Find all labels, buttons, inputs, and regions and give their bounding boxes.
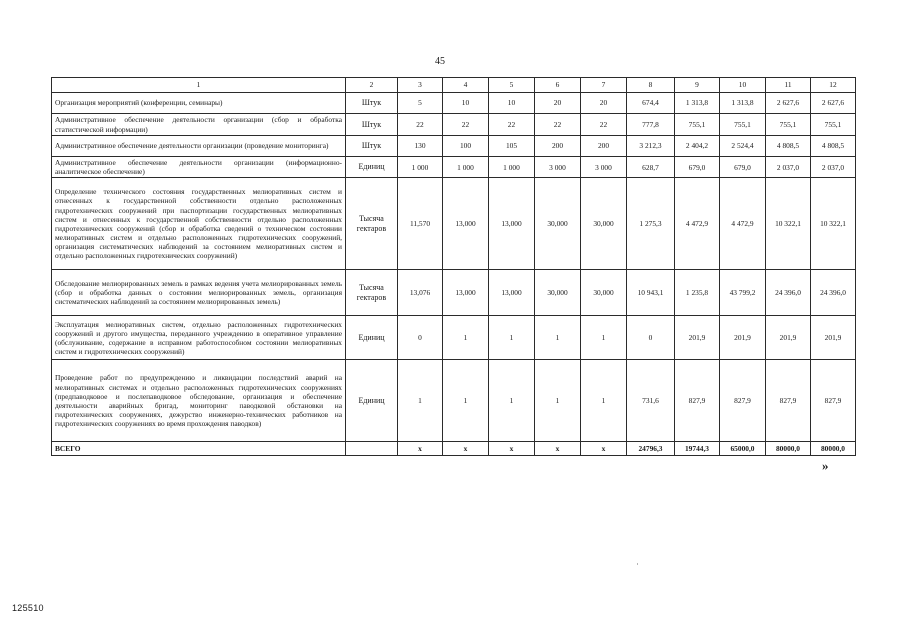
value-cell: 201,9 [720, 316, 766, 360]
value-cell: 3 212,3 [627, 136, 675, 157]
value-cell: 2 037,0 [766, 157, 811, 178]
value-cell: 1 [443, 316, 489, 360]
value-cell: 3 000 [535, 157, 581, 178]
value-cell: 679,0 [675, 157, 720, 178]
value-cell: 1 235,8 [675, 270, 720, 316]
value-cell: 10 322,1 [766, 178, 811, 270]
unit-cell: Единиц [346, 157, 398, 178]
total-value-cell: 80000,0 [766, 442, 811, 456]
value-cell: 22 [443, 114, 489, 136]
value-cell: 43 799,2 [720, 270, 766, 316]
work-name: Эксплуатация мелиоративных систем, отдельно расположенных гидротехнических сооружений и другого имущества, переданного учреждению в оперативное управление (обслуживание, содержание в исправном работоспособном состоянии мелиоративных систем и гидротехнических сооружений) [52, 316, 346, 360]
value-cell: 1 [489, 360, 535, 442]
value-cell: 827,9 [720, 360, 766, 442]
value-cell: 827,9 [766, 360, 811, 442]
value-cell: 105 [489, 136, 535, 157]
column-number: 12 [811, 78, 856, 93]
value-cell: 1 [535, 316, 581, 360]
work-name: Обследование мелиорированных земель в рамках ведения учета мелиорированных земель (сбор и обработка данных о состоянии мелиорированных земель, организация систематических наблюдений за состоянием мелиорированных земель) [52, 270, 346, 316]
total-unit-cell [346, 442, 398, 456]
value-cell: 30,000 [535, 178, 581, 270]
table-row [52, 136, 856, 157]
value-cell: 22 [535, 114, 581, 136]
value-cell: 4 808,5 [811, 136, 856, 157]
value-cell: 0 [627, 316, 675, 360]
value-cell: 13,000 [443, 178, 489, 270]
value-cell: 4 472,9 [675, 178, 720, 270]
column-number: 11 [766, 78, 811, 93]
value-cell: 2 404,2 [675, 136, 720, 157]
total-value-cell: х [398, 442, 443, 456]
value-cell: 3 000 [581, 157, 627, 178]
value-cell: 2 627,6 [811, 93, 856, 114]
total-value-cell: 19744,3 [675, 442, 720, 456]
value-cell: 200 [581, 136, 627, 157]
value-cell: 827,9 [811, 360, 856, 442]
work-name: Проведение работ по предупреждению и ликвидации последствий аварий на мелиоративных системах и отдельно расположенных гидротехнических сооружениях (предпаводковое и послепаводковое обследование, организация и обеспечение деятельности аварийных бригад, мониторинг паводковой обстановки на гидротехнических сооружениях, дежурство инженерно-технических работников на гидротехнических сооружениях во время прохождения паводков) [52, 360, 346, 442]
value-cell: 2 524,4 [720, 136, 766, 157]
column-number: 5 [489, 78, 535, 93]
value-cell: 201,9 [675, 316, 720, 360]
value-cell: 201,9 [811, 316, 856, 360]
total-value-cell: х [581, 442, 627, 456]
value-cell: 13,076 [398, 270, 443, 316]
value-cell: 1 000 [489, 157, 535, 178]
page-number: 45 [435, 56, 445, 67]
unit-cell: Единиц [346, 316, 398, 360]
value-cell: 1 [443, 360, 489, 442]
value-cell: 0 [398, 316, 443, 360]
total-value-cell: х [489, 442, 535, 456]
total-value-cell: 80000,0 [811, 442, 856, 456]
value-cell: 30,000 [535, 270, 581, 316]
value-cell: 201,9 [766, 316, 811, 360]
value-cell: 628,7 [627, 157, 675, 178]
scan-speck [637, 563, 638, 565]
column-number: 10 [720, 78, 766, 93]
budget-table [51, 77, 856, 456]
value-cell: 24 396,0 [811, 270, 856, 316]
total-label: ВСЕГО [52, 442, 346, 456]
value-cell: 4 808,5 [766, 136, 811, 157]
unit-cell: Штук [346, 114, 398, 136]
column-number-row [52, 78, 856, 93]
value-cell: 1 [581, 316, 627, 360]
value-cell: 22 [398, 114, 443, 136]
value-cell: 13,000 [489, 270, 535, 316]
value-cell: 827,9 [675, 360, 720, 442]
value-cell: 100 [443, 136, 489, 157]
work-name: Административное обеспечение деятельности организации (информационно-аналитическое обеспечение) [52, 157, 346, 178]
value-cell: 24 396,0 [766, 270, 811, 316]
work-name: Административное обеспечение деятельности организации (сбор и обработка статистической информации) [52, 114, 346, 136]
work-name: Административное обеспечение деятельности организации (проведение мониторинга) [52, 136, 346, 157]
value-cell: 2 627,6 [766, 93, 811, 114]
table-row [52, 157, 856, 178]
column-number: 4 [443, 78, 489, 93]
value-cell: 22 [489, 114, 535, 136]
value-cell: 1 [535, 360, 581, 442]
value-cell: 674,4 [627, 93, 675, 114]
column-number: 6 [535, 78, 581, 93]
column-number: 2 [346, 78, 398, 93]
value-cell: 20 [535, 93, 581, 114]
value-cell: 5 [398, 93, 443, 114]
unit-cell: Единиц [346, 360, 398, 442]
unit-cell: Тысяча гектаров [346, 270, 398, 316]
table-row [52, 360, 856, 442]
value-cell: 1 [398, 360, 443, 442]
unit-cell: Штук [346, 93, 398, 114]
value-cell: 1 275,3 [627, 178, 675, 270]
value-cell: 2 037,0 [811, 157, 856, 178]
column-number: 9 [675, 78, 720, 93]
value-cell: 130 [398, 136, 443, 157]
table-row [52, 178, 856, 270]
column-number: 3 [398, 78, 443, 93]
value-cell: 10 943,1 [627, 270, 675, 316]
total-value-cell: х [443, 442, 489, 456]
value-cell: 30,000 [581, 178, 627, 270]
column-number: 1 [52, 78, 346, 93]
column-number: 8 [627, 78, 675, 93]
value-cell: 10 [489, 93, 535, 114]
total-value-cell: 24796,3 [627, 442, 675, 456]
table-row [52, 270, 856, 316]
value-cell: 4 472,9 [720, 178, 766, 270]
value-cell: 13,000 [489, 178, 535, 270]
value-cell: 30,000 [581, 270, 627, 316]
value-cell: 679,0 [720, 157, 766, 178]
value-cell: 755,1 [675, 114, 720, 136]
total-value-cell: х [535, 442, 581, 456]
value-cell: 777,8 [627, 114, 675, 136]
value-cell: 200 [535, 136, 581, 157]
value-cell: 755,1 [766, 114, 811, 136]
value-cell: 1 [581, 360, 627, 442]
value-cell: 20 [581, 93, 627, 114]
value-cell: 22 [581, 114, 627, 136]
value-cell: 10 322,1 [811, 178, 856, 270]
value-cell: 10 [443, 93, 489, 114]
table-row [52, 316, 856, 360]
work-name: Определение технического состояния государственных мелиоративных систем и отнесенных к государственной собственности отдельно расположенных гидротехнических сооружений при паспортизации государственных мелиоративных систем и отнесенных к государственной собственности отдельно расположенных гидротехнических сооружений (сбор и обработка сведений о техническом состоянии мелиоративных систем и отдельно расположенных гидротехнических сооружений, организация систематических наблюдений за состоянием мелиоративных систем и отдельно расположенных гидротехнических сооружений) [52, 178, 346, 270]
value-cell: 11,570 [398, 178, 443, 270]
value-cell: 731,6 [627, 360, 675, 442]
value-cell: 755,1 [811, 114, 856, 136]
table-row [52, 114, 856, 136]
closing-quote-mark: » [822, 458, 829, 473]
table-row [52, 93, 856, 114]
value-cell: 1 000 [443, 157, 489, 178]
column-number: 7 [581, 78, 627, 93]
value-cell: 1 313,8 [720, 93, 766, 114]
value-cell: 1 000 [398, 157, 443, 178]
document-code: 125510 [12, 603, 44, 613]
value-cell: 1 [489, 316, 535, 360]
value-cell: 755,1 [720, 114, 766, 136]
unit-cell: Штук [346, 136, 398, 157]
work-name: Организация мероприятий (конференции, семинары) [52, 93, 346, 114]
total-row [52, 442, 856, 456]
value-cell: 1 313,8 [675, 93, 720, 114]
unit-cell: Тысяча гектаров [346, 178, 398, 270]
value-cell: 13,000 [443, 270, 489, 316]
total-value-cell: 65000,0 [720, 442, 766, 456]
